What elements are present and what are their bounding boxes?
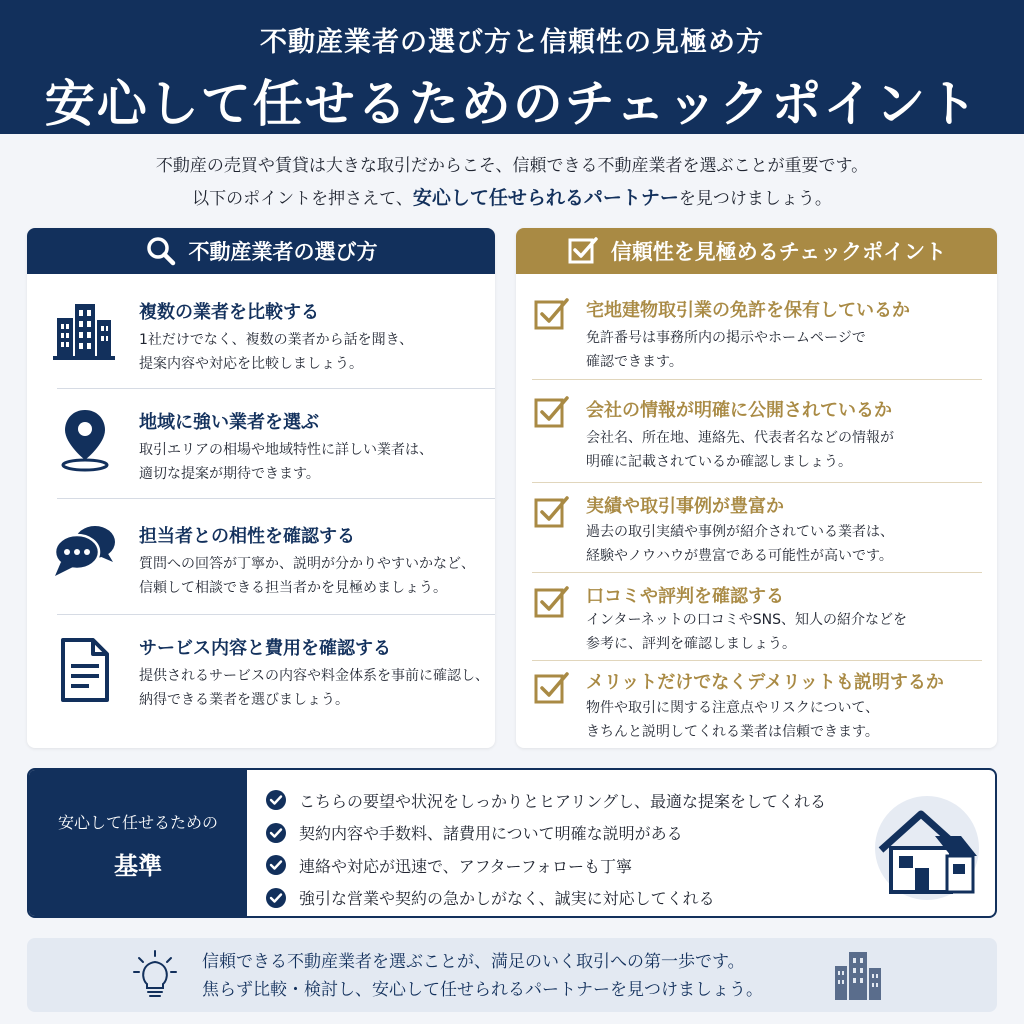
footer-message bbox=[202, 948, 763, 1004]
divider bbox=[532, 572, 982, 573]
checkbox-icon bbox=[534, 494, 570, 530]
page-title: 安心して任せるためのチェックポイント bbox=[44, 75, 980, 133]
page-subtitle: 不動産業者の選び方と信頼性の見極め方 bbox=[260, 27, 764, 58]
divider bbox=[532, 660, 982, 661]
chat-bubbles-icon bbox=[51, 522, 117, 580]
criteria-item-text: 契約内容や手数料、諸費用について明確な説明がある bbox=[299, 824, 683, 844]
checkpoint-desc-2: 確認できます。 bbox=[586, 354, 683, 370]
checkpoint-title: 会社の情報が明確に公開されているか bbox=[586, 400, 892, 421]
checkpoint-desc-2: きちんと説明してくれる業者は信頼できます。 bbox=[586, 724, 879, 740]
divider bbox=[532, 379, 982, 380]
house-icon bbox=[865, 792, 983, 902]
footer-line-1: 信頼できる不動産業者を選ぶことが、満足のいく取引への第一歩です。 bbox=[202, 952, 745, 972]
selection-item-title: 担当者との相性を確認する bbox=[139, 526, 355, 547]
checkpoint-title: 宅地建物取引業の免許を保有しているか bbox=[586, 300, 910, 321]
criteria-item-text: こちらの要望や状況をしっかりとヒアリングし、最適な提案をしてくれる bbox=[299, 791, 827, 811]
selection-item-title: サービス内容と費用を確認する bbox=[139, 638, 391, 659]
selection-item-desc-2: 信頼して相談できる担当者かを見極めましょう。 bbox=[139, 580, 447, 596]
checkbox-icon bbox=[567, 235, 599, 267]
checkpoint-card-header bbox=[516, 228, 997, 274]
checkpoint-item bbox=[516, 490, 997, 576]
selection-item-desc-1: 質問への回答が丁寧か、説明が分かりやすいかなど、 bbox=[139, 556, 475, 572]
checkpoint-desc-1: 過去の取引実績や事例が紹介されている業者は、 bbox=[586, 524, 894, 540]
intro-line-1: 不動産の売買や賃貸は大きな取引だからこそ、信頼できる不動産業者を選ぶことが重要です。 bbox=[155, 156, 869, 176]
footer-panel bbox=[27, 938, 997, 1012]
intro-text bbox=[0, 150, 1024, 215]
check-circle-icon bbox=[265, 789, 287, 811]
selection-item bbox=[27, 508, 495, 618]
checkpoint-title: 口コミや評判を確認する bbox=[586, 586, 784, 607]
selection-item bbox=[27, 624, 495, 734]
checkbox-icon bbox=[534, 670, 570, 706]
checkpoint-desc-1: インターネットの口コミやSNS、知人の紹介などを bbox=[586, 612, 907, 628]
building-icon bbox=[53, 300, 115, 362]
intro-line-2 bbox=[0, 182, 1024, 215]
criteria-item bbox=[265, 784, 826, 817]
criteria-label-line-1: 安心して任せるための bbox=[57, 813, 218, 832]
selection-item-title: 複数の業者を比較する bbox=[139, 302, 319, 323]
checkpoint-item bbox=[516, 292, 997, 380]
checkpoint-title: 実績や取引事例が豊富か bbox=[586, 496, 784, 517]
checkpoint-item bbox=[516, 390, 997, 484]
document-icon bbox=[59, 638, 111, 702]
building-icon bbox=[833, 950, 883, 1002]
checkbox-icon bbox=[534, 584, 570, 620]
criteria-label bbox=[29, 770, 247, 916]
selection-card bbox=[27, 228, 495, 748]
checkpoint-card-title: 信頼性を見極めるチェックポイント bbox=[610, 240, 947, 264]
checkpoint-desc-2: 参考に、評判を確認しましょう。 bbox=[586, 636, 796, 652]
checkpoint-desc-1: 物件や取引に関する注意点やリスクについて、 bbox=[586, 700, 880, 716]
criteria-panel bbox=[27, 768, 997, 918]
header-banner bbox=[0, 0, 1024, 134]
divider bbox=[57, 498, 495, 499]
checkpoint-desc-2: 経験やノウハウが豊富である可能性が高いです。 bbox=[586, 548, 893, 564]
selection-item-desc-1: 提供されるサービスの内容や料金体系を事前に確認し、 bbox=[139, 668, 489, 684]
criteria-item-text: 強引な営業や契約の急かしがなく、誠実に対応してくれる bbox=[299, 889, 715, 909]
criteria-item-text: 連絡や対応が迅速で、アフターフォローも丁寧 bbox=[299, 856, 632, 876]
selection-item-title: 地域に強い業者を選ぶ bbox=[139, 412, 319, 433]
criteria-label-line-2: 基準 bbox=[114, 852, 162, 880]
checkbox-icon bbox=[534, 394, 570, 430]
footer-line-2: 焦らず比較・検討し、安心して任せられるパートナーを見つけましょう。 bbox=[202, 980, 763, 1000]
checkpoint-desc-1: 免許番号は事務所内の掲示やホームページで bbox=[586, 330, 866, 346]
intro-line-2-pre: 以下のポイントを押さえて、 bbox=[192, 189, 413, 209]
intro-line-2-post: を見つけましょう。 bbox=[678, 189, 832, 209]
check-circle-icon bbox=[265, 854, 287, 876]
checkpoint-item bbox=[516, 580, 997, 666]
selection-item-desc-1: 取引エリアの相場や地域特性に詳しい業者は、 bbox=[139, 442, 433, 458]
selection-item-desc-2: 提案内容や対応を比較しましょう。 bbox=[139, 356, 363, 372]
map-pin-icon bbox=[57, 408, 113, 472]
checkpoint-title: メリットだけでなくデメリットも説明するか bbox=[586, 672, 944, 693]
criteria-item bbox=[265, 817, 826, 850]
selection-item-desc-2: 納得できる業者を選びましょう。 bbox=[139, 692, 349, 708]
selection-item bbox=[27, 288, 495, 388]
divider bbox=[57, 388, 495, 389]
criteria-item bbox=[265, 882, 826, 915]
selection-item bbox=[27, 398, 495, 498]
checkpoint-item bbox=[516, 666, 997, 748]
selection-item-desc-1: 1社だけでなく、複数の業者から話を聞き、 bbox=[139, 332, 414, 348]
checkpoint-card bbox=[516, 228, 997, 748]
divider bbox=[532, 482, 982, 483]
search-icon bbox=[145, 235, 177, 267]
checkpoint-desc-1: 会社名、所在地、連絡先、代表者名などの情報が bbox=[586, 430, 894, 446]
divider bbox=[57, 614, 495, 615]
criteria-item bbox=[265, 849, 826, 882]
selection-item-desc-2: 適切な提案が期待できます。 bbox=[139, 466, 320, 482]
checkpoint-desc-2: 明確に記載されているか確認しましょう。 bbox=[586, 454, 852, 470]
selection-card-title: 不動産業者の選び方 bbox=[188, 240, 378, 264]
checkbox-icon bbox=[534, 296, 570, 332]
lightbulb-icon bbox=[133, 950, 177, 1000]
criteria-list bbox=[265, 784, 826, 914]
selection-card-header bbox=[27, 228, 495, 274]
check-circle-icon bbox=[265, 822, 287, 844]
check-circle-icon bbox=[265, 887, 287, 909]
intro-highlight: 安心して任せられるパートナー bbox=[412, 187, 679, 209]
